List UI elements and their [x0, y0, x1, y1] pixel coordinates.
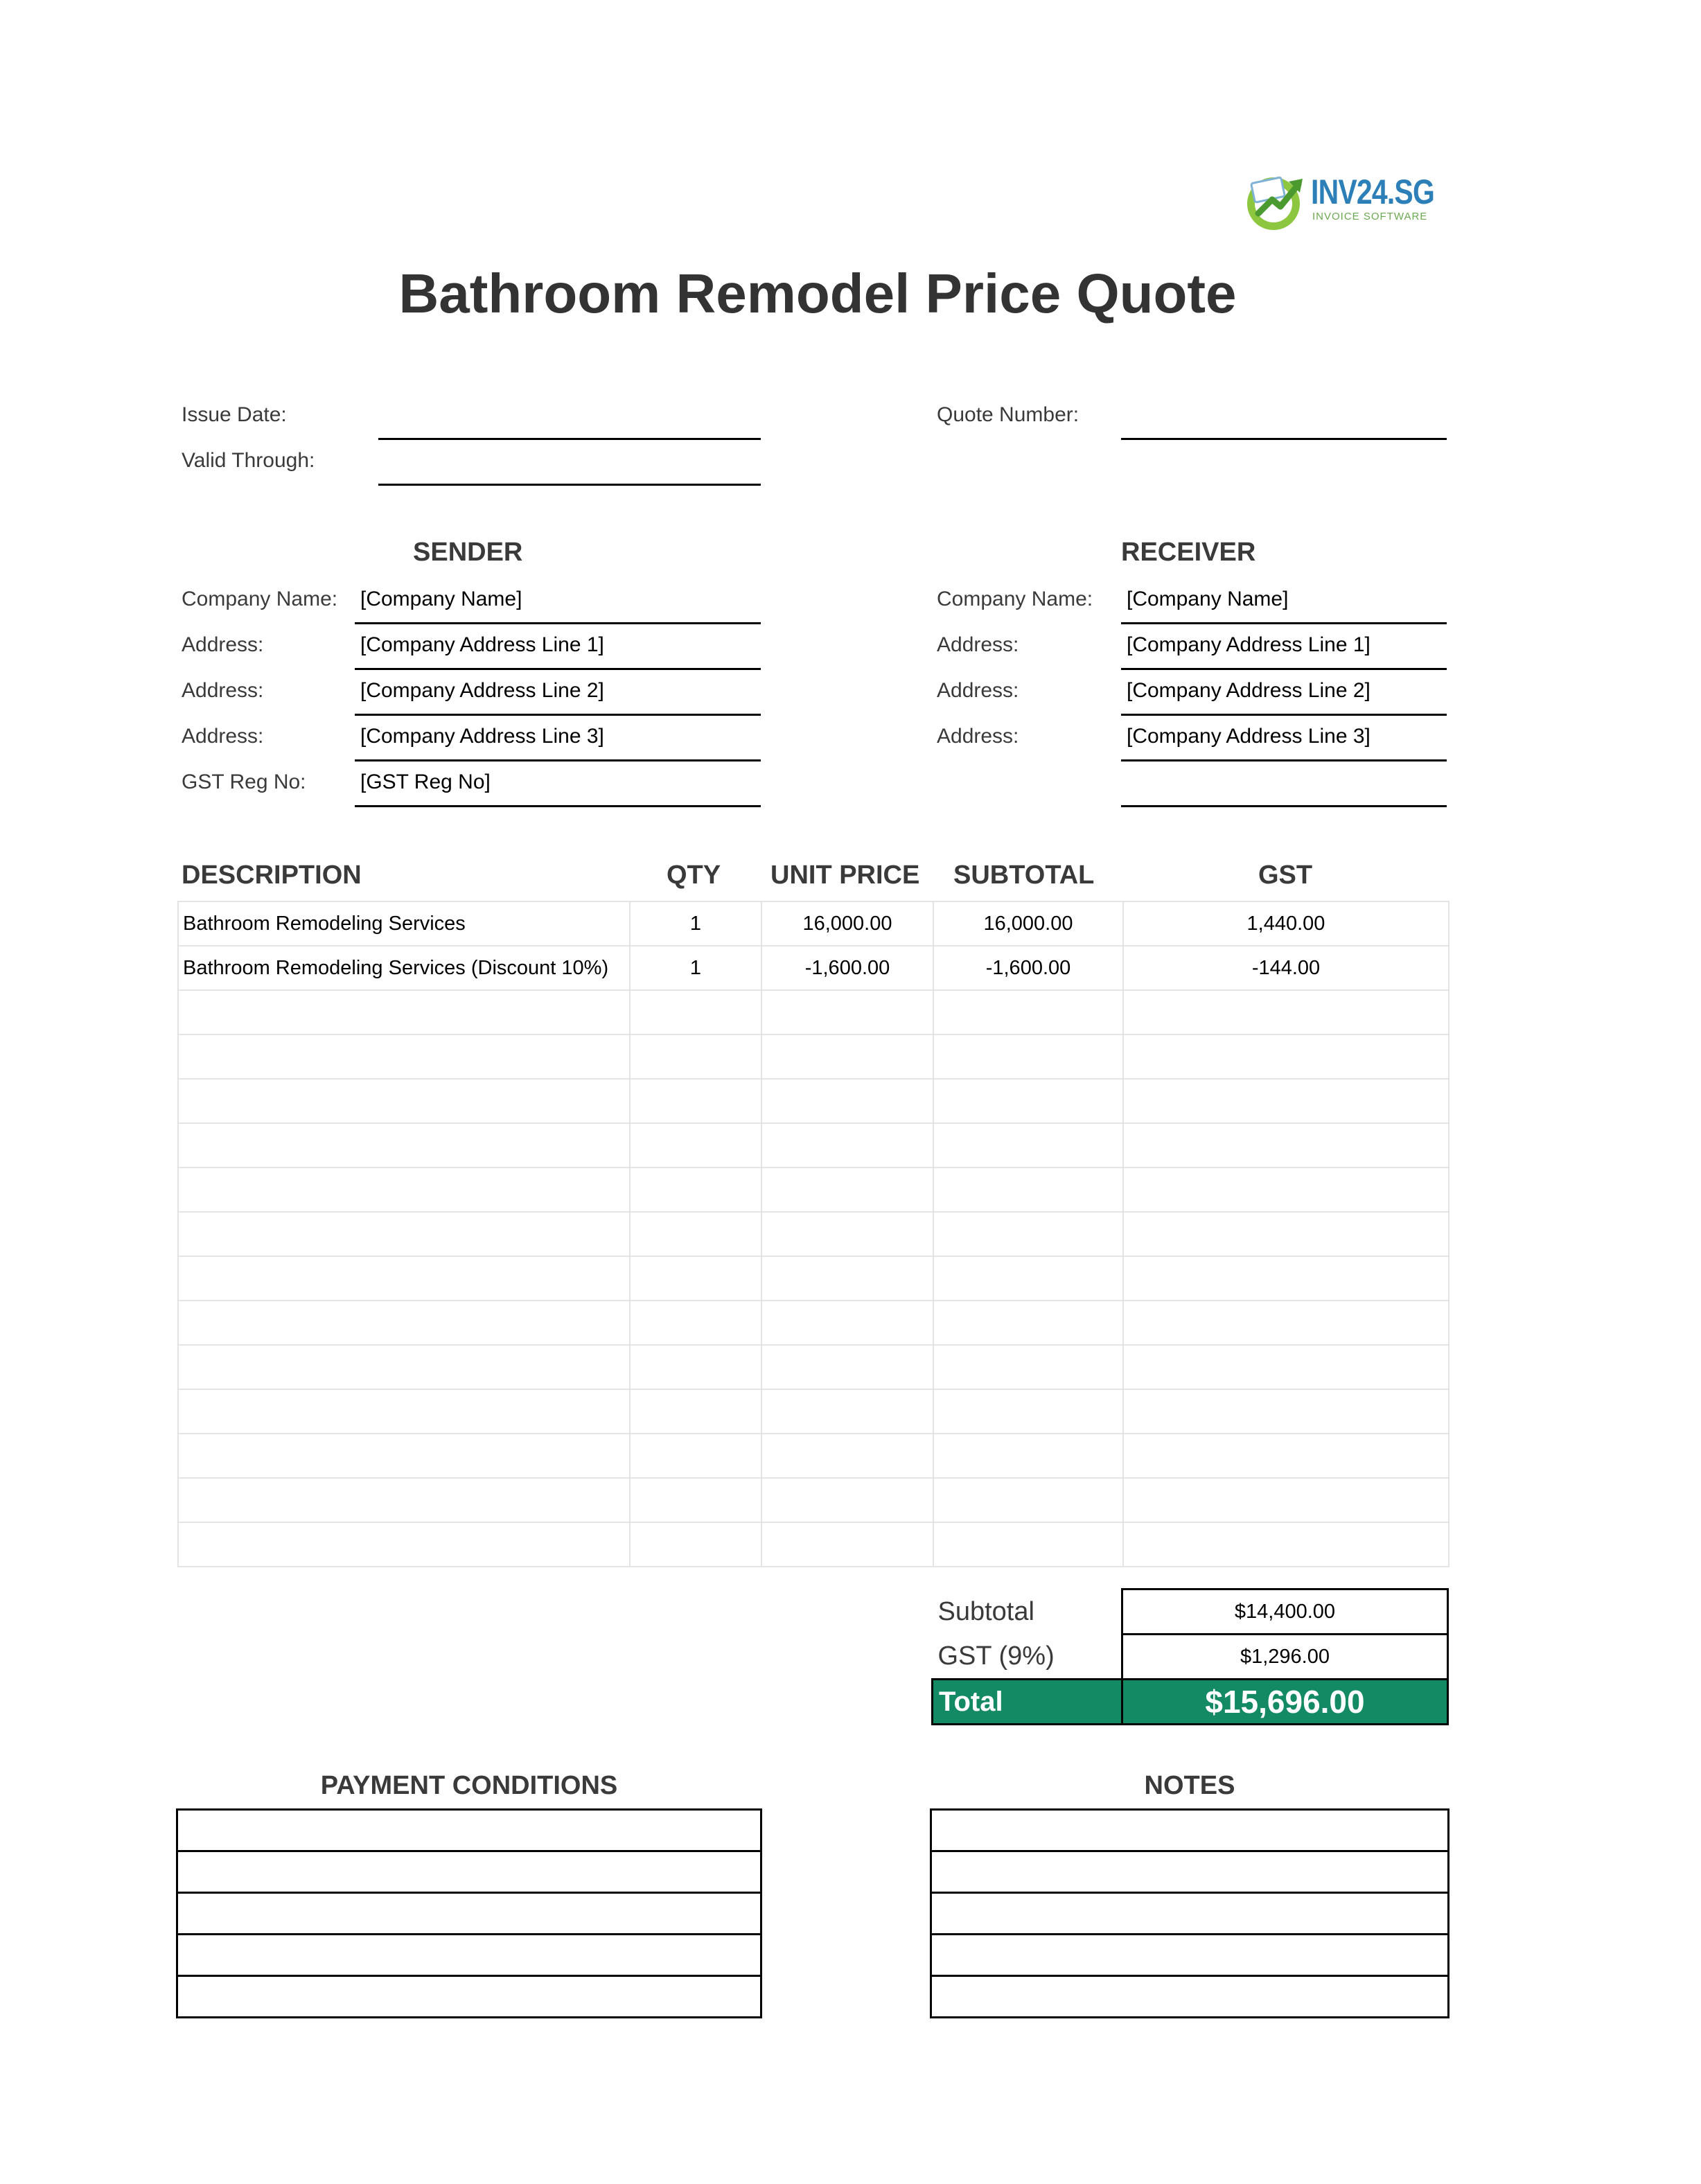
total-row	[933, 1680, 1448, 1725]
table-row	[178, 1434, 1449, 1478]
item-gst[interactable]	[1123, 1123, 1449, 1168]
col-header-subtotal: SUBTOTAL	[953, 861, 1095, 890]
receiver-address2-label: Address:	[937, 679, 1019, 702]
payment-conditions-line[interactable]	[177, 1893, 761, 1935]
items-table	[177, 901, 1449, 1567]
payment-conditions-box	[176, 1808, 762, 2018]
quote-number-label: Quote Number:	[937, 403, 1079, 426]
item-description[interactable]	[178, 990, 630, 1034]
quote-number-field[interactable]	[1121, 438, 1447, 440]
item-gst[interactable]	[1123, 1389, 1449, 1434]
item-description[interactable]	[178, 1256, 630, 1301]
sender-address1-value[interactable]: [Company Address Line 1]	[360, 633, 604, 656]
sender-company-label: Company Name:	[182, 588, 338, 610]
subtotal-label: Subtotal	[937, 1596, 1034, 1626]
item-qty[interactable]	[630, 990, 761, 1034]
item-qty[interactable]	[630, 1478, 761, 1522]
sender-gst-label: GST Reg No:	[182, 770, 306, 793]
item-gst[interactable]	[1123, 1212, 1449, 1256]
item-gst[interactable]	[1123, 1345, 1449, 1389]
item-gst[interactable]	[1123, 1434, 1449, 1478]
table-row	[178, 1168, 1449, 1212]
item-gst[interactable]	[1123, 1034, 1449, 1079]
table-row	[178, 1301, 1449, 1345]
item-qty[interactable]	[630, 1522, 761, 1567]
page-title: Bathroom Remodel Price Quote	[398, 263, 1237, 324]
sender-address3-label: Address:	[182, 725, 264, 748]
item-unit-price[interactable]	[761, 1522, 933, 1567]
item-gst[interactable]	[1123, 1522, 1449, 1567]
item-unit-price[interactable]	[761, 990, 933, 1034]
receiver-address3-value[interactable]: [Company Address Line 3]	[1127, 725, 1371, 748]
item-qty[interactable]	[630, 1168, 761, 1212]
item-qty[interactable]	[630, 1434, 761, 1478]
subtotal-row	[933, 1589, 1448, 1635]
notes-line[interactable]	[931, 1893, 1449, 1935]
receiver-address1-label: Address:	[937, 633, 1019, 656]
item-gst[interactable]: 1,440.00	[1123, 901, 1449, 946]
item-gst[interactable]	[1123, 1079, 1449, 1123]
item-unit-price[interactable]	[761, 1256, 933, 1301]
col-header-unit-price: UNIT PRICE	[770, 861, 920, 890]
item-description[interactable]	[178, 1478, 630, 1522]
payment-conditions-line[interactable]	[177, 1810, 761, 1851]
item-unit-price[interactable]: -1,600.00	[761, 946, 933, 990]
item-subtotal[interactable]	[933, 1256, 1123, 1301]
table-row	[178, 990, 1449, 1034]
receiver-company-value[interactable]: [Company Name]	[1127, 588, 1289, 610]
payment-conditions-line[interactable]	[177, 1851, 761, 1893]
table-row	[178, 1123, 1449, 1168]
item-subtotal[interactable]	[933, 1212, 1123, 1256]
receiver-address2-value[interactable]: [Company Address Line 2]	[1127, 679, 1371, 702]
item-subtotal[interactable]: -1,600.00	[933, 946, 1123, 990]
gst-label: GST (9%)	[937, 1641, 1055, 1671]
item-description[interactable]	[178, 1168, 630, 1212]
item-description[interactable]	[178, 1522, 630, 1567]
sender-address1-label: Address:	[182, 633, 264, 656]
total-value: $15,696.00	[1122, 1680, 1448, 1725]
sender-gst-line	[355, 805, 761, 807]
item-description[interactable]: Bathroom Remodeling Services	[178, 901, 630, 946]
table-row	[178, 1389, 1449, 1434]
item-subtotal[interactable]	[933, 1345, 1123, 1389]
item-gst[interactable]	[1123, 1478, 1449, 1522]
item-qty[interactable]	[630, 1034, 761, 1079]
logo-tagline: INVOICE SOFTWARE	[1312, 211, 1428, 222]
item-subtotal[interactable]	[933, 1522, 1123, 1567]
item-description[interactable]	[178, 1301, 630, 1345]
valid-through-field[interactable]	[378, 484, 761, 486]
sender-address3-line	[355, 759, 761, 761]
item-subtotal[interactable]	[933, 1123, 1123, 1168]
item-subtotal[interactable]	[933, 1079, 1123, 1123]
item-unit-price[interactable]	[761, 1389, 933, 1434]
receiver-address3-line	[1121, 759, 1447, 761]
table-row	[178, 1345, 1449, 1389]
notes-heading: NOTES	[1144, 1771, 1235, 1800]
col-header-gst: GST	[1258, 861, 1313, 890]
item-qty[interactable]	[630, 1345, 761, 1389]
item-qty[interactable]	[630, 1389, 761, 1434]
item-unit-price[interactable]	[761, 1301, 933, 1345]
item-unit-price[interactable]	[761, 1034, 933, 1079]
sender-heading: SENDER	[413, 538, 523, 567]
payment-conditions-line[interactable]	[177, 1976, 761, 2018]
item-subtotal[interactable]	[933, 1434, 1123, 1478]
item-subtotal[interactable]	[933, 1168, 1123, 1212]
receiver-extra-line[interactable]	[1121, 805, 1447, 807]
company-logo	[1240, 166, 1448, 236]
item-gst[interactable]: -144.00	[1123, 946, 1449, 990]
totals-table	[931, 1588, 1449, 1725]
notes-line[interactable]	[931, 1935, 1449, 1976]
sender-address3-value[interactable]: [Company Address Line 3]	[360, 725, 604, 748]
item-unit-price[interactable]	[761, 1212, 933, 1256]
receiver-company-label: Company Name:	[937, 588, 1093, 610]
receiver-address1-value[interactable]: [Company Address Line 1]	[1127, 633, 1371, 656]
item-subtotal[interactable]: 16,000.00	[933, 901, 1123, 946]
item-unit-price[interactable]	[761, 1434, 933, 1478]
item-gst[interactable]	[1123, 1168, 1449, 1212]
item-description[interactable]	[178, 1345, 630, 1389]
item-unit-price[interactable]	[761, 1345, 933, 1389]
receiver-address3-label: Address:	[937, 725, 1019, 748]
item-gst[interactable]	[1123, 1256, 1449, 1301]
table-row	[178, 901, 1449, 946]
item-subtotal[interactable]	[933, 990, 1123, 1034]
item-qty[interactable]	[630, 1123, 761, 1168]
gst-value: $1,296.00	[1122, 1635, 1448, 1680]
item-subtotal[interactable]	[933, 1389, 1123, 1434]
item-subtotal[interactable]	[933, 1478, 1123, 1522]
item-description[interactable]	[178, 1389, 630, 1434]
issue-date-label: Issue Date:	[182, 403, 287, 426]
item-description[interactable]	[178, 1212, 630, 1256]
gst-row	[933, 1635, 1448, 1680]
sender-gst-value[interactable]: [GST Reg No]	[360, 770, 491, 793]
valid-through-label: Valid Through:	[182, 449, 315, 472]
receiver-address1-line	[1121, 668, 1447, 670]
table-row	[178, 1478, 1449, 1522]
item-description[interactable]	[178, 1434, 630, 1478]
item-description[interactable]	[178, 1123, 630, 1168]
item-subtotal[interactable]	[933, 1301, 1123, 1345]
logo-brand-text: INV24.SG	[1311, 173, 1435, 211]
subtotal-value: $14,400.00	[1122, 1589, 1448, 1635]
col-header-qty: QTY	[667, 861, 721, 890]
sender-address2-value[interactable]: [Company Address Line 2]	[360, 679, 604, 702]
sender-company-line	[355, 622, 761, 624]
table-row	[178, 946, 1449, 990]
item-description[interactable]	[178, 1079, 630, 1123]
item-gst[interactable]	[1123, 1301, 1449, 1345]
item-description[interactable]: Bathroom Remodeling Services (Discount 10%)	[178, 946, 630, 990]
table-row	[178, 1034, 1449, 1079]
item-qty[interactable]: 1	[630, 946, 761, 990]
item-unit-price[interactable]	[761, 1123, 933, 1168]
table-row	[178, 1256, 1449, 1301]
item-unit-price[interactable]: 16,000.00	[761, 901, 933, 946]
receiver-address2-line	[1121, 714, 1447, 716]
item-unit-price[interactable]	[761, 1478, 933, 1522]
notes-line[interactable]	[931, 1851, 1449, 1893]
sender-address2-label: Address:	[182, 679, 264, 702]
item-qty[interactable]	[630, 1212, 761, 1256]
payment-conditions-line[interactable]	[177, 1935, 761, 1976]
issue-date-field[interactable]	[378, 438, 761, 440]
col-header-description: DESCRIPTION	[182, 861, 362, 890]
item-qty[interactable]	[630, 1301, 761, 1345]
total-label: Total	[933, 1680, 1122, 1725]
item-subtotal[interactable]	[933, 1034, 1123, 1079]
item-qty[interactable]	[630, 1079, 761, 1123]
receiver-heading: RECEIVER	[1121, 538, 1256, 567]
payment-conditions-heading: PAYMENT CONDITIONS	[320, 1771, 618, 1800]
notes-box	[930, 1808, 1449, 2018]
item-unit-price[interactable]	[761, 1079, 933, 1123]
item-qty[interactable]	[630, 1256, 761, 1301]
notes-line[interactable]	[931, 1810, 1449, 1851]
item-description[interactable]	[178, 1034, 630, 1079]
sender-address1-line	[355, 668, 761, 670]
sender-address2-line	[355, 714, 761, 716]
sender-company-value[interactable]: [Company Name]	[360, 588, 522, 610]
item-gst[interactable]	[1123, 990, 1449, 1034]
notes-line[interactable]	[931, 1976, 1449, 2018]
table-row	[178, 1522, 1449, 1567]
receiver-company-line	[1121, 622, 1447, 624]
logo-arrow-icon	[1240, 169, 1310, 233]
table-row	[178, 1212, 1449, 1256]
item-unit-price[interactable]	[761, 1168, 933, 1212]
table-row	[178, 1079, 1449, 1123]
item-qty[interactable]: 1	[630, 901, 761, 946]
